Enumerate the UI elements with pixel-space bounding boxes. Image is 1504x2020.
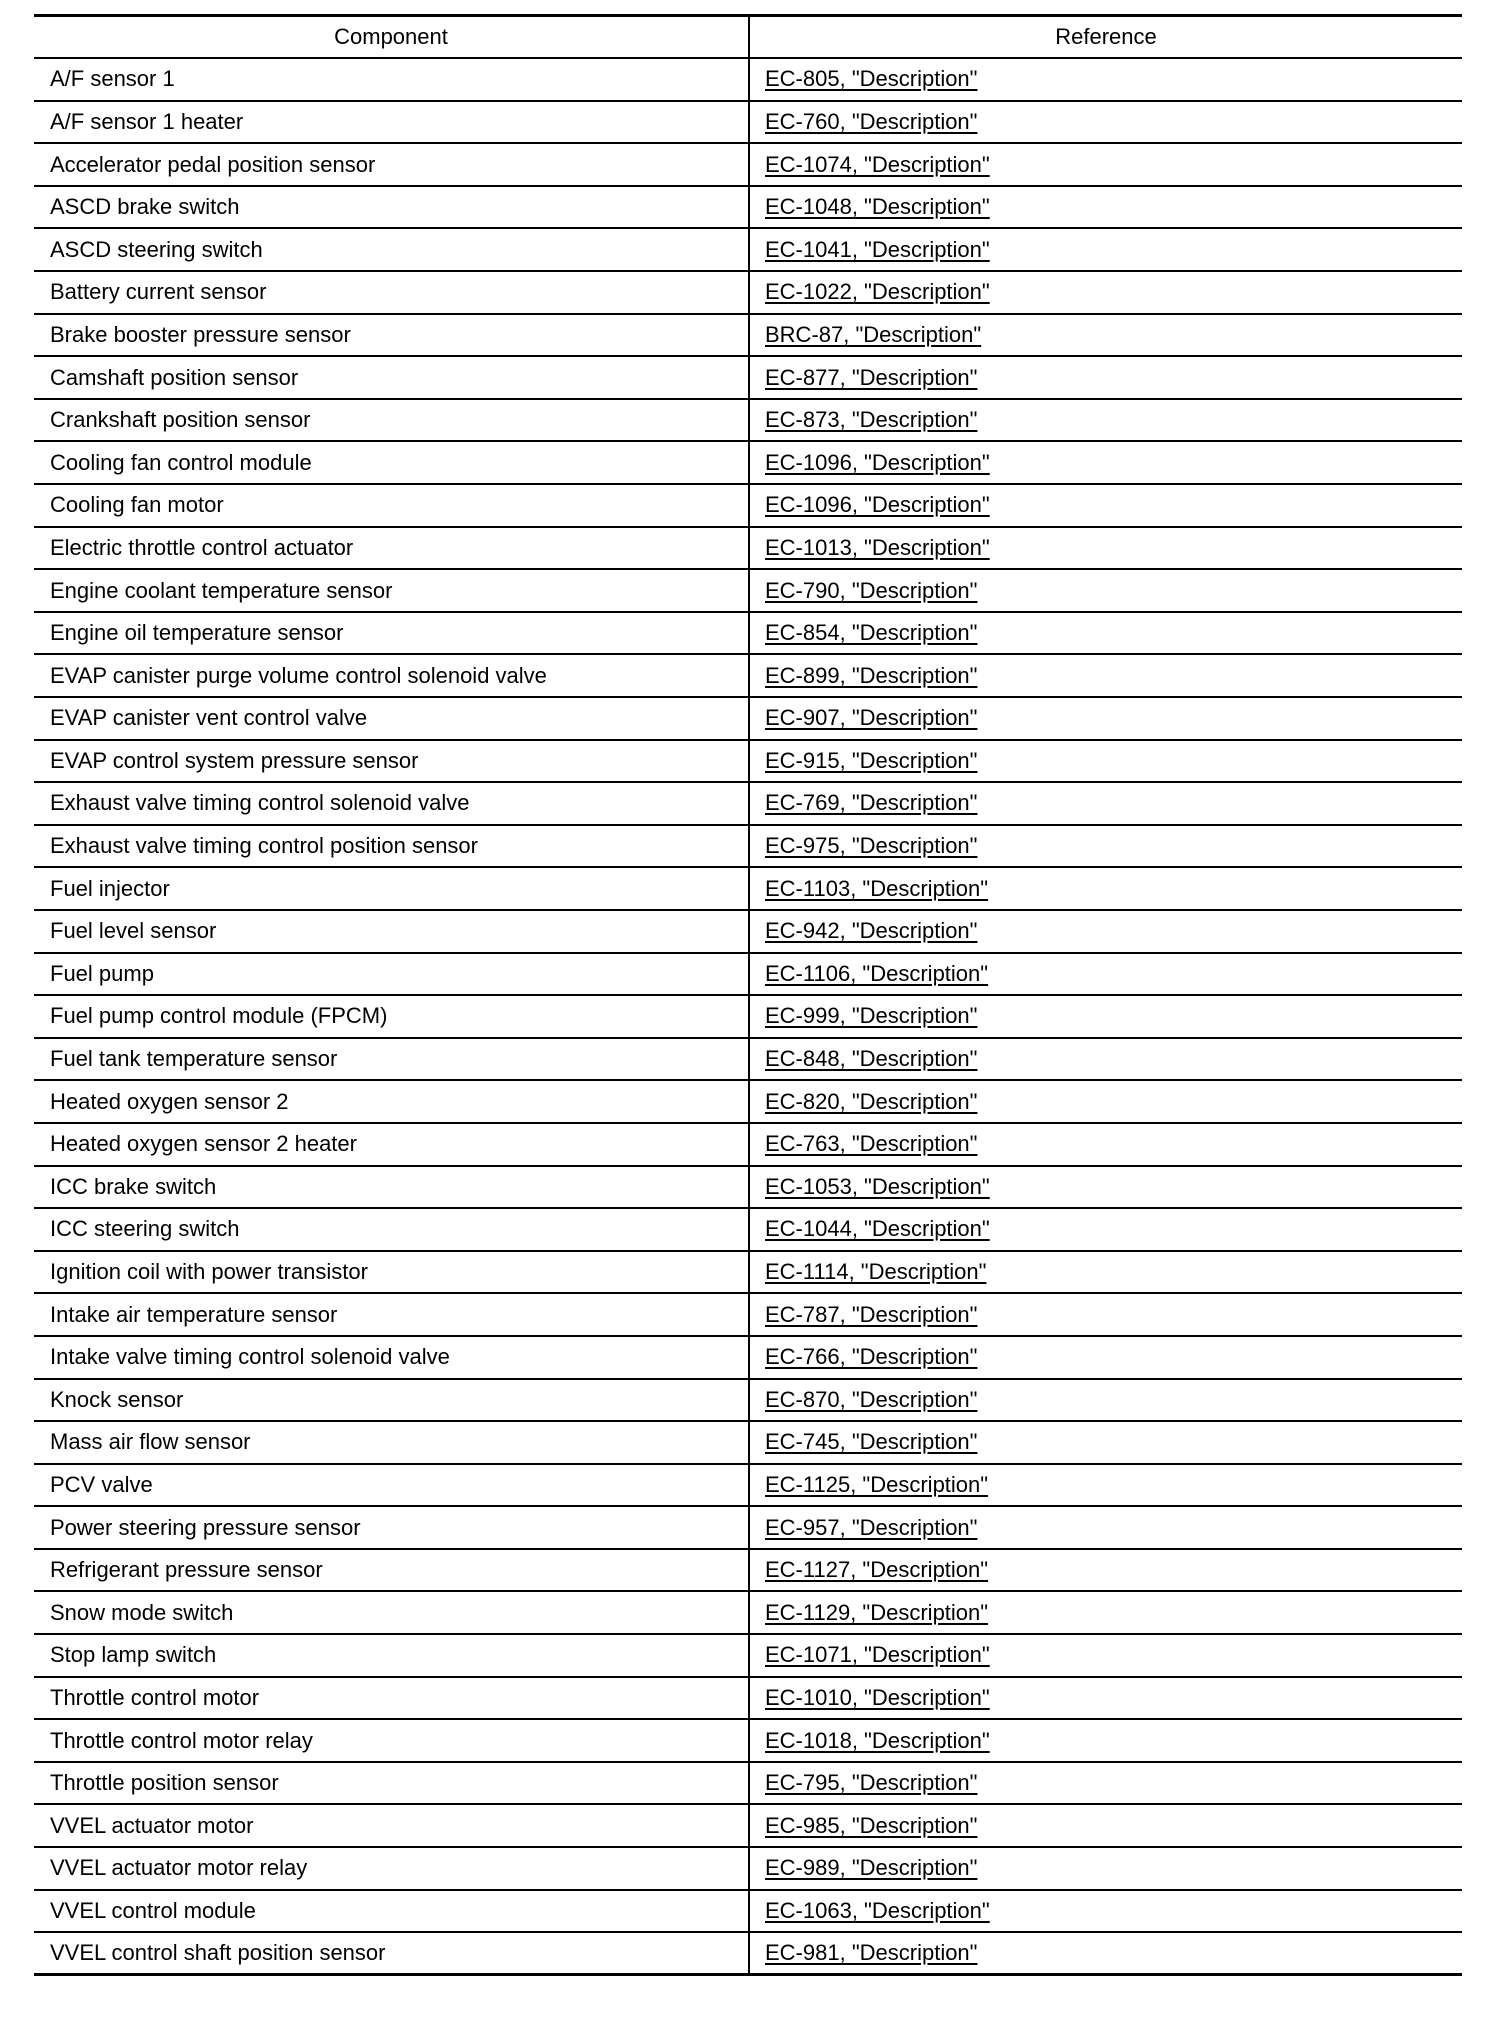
column-header-component: Component [34,16,749,59]
reference-link[interactable]: EC-1063, "Description" [765,1897,990,1923]
component-name-cell: Intake valve timing control solenoid valve [34,1336,749,1379]
reference-link[interactable]: EC-1053, "Description" [765,1173,990,1199]
component-name-cell: ICC brake switch [34,1166,749,1209]
table-row [34,697,1462,740]
table-row [34,825,1462,868]
component-name-cell: Brake booster pressure sensor [34,314,749,357]
reference-link[interactable]: EC-848, "Description" [765,1046,978,1072]
component-name-cell: ICC steering switch [34,1208,749,1251]
component-name-cell: Heated oxygen sensor 2 heater [34,1123,749,1166]
reference-link[interactable]: EC-907, "Description" [765,705,978,731]
reference-link[interactable]: EC-981, "Description" [765,1940,978,1966]
table-row [34,1847,1462,1890]
reference-link[interactable]: EC-1048, "Description" [765,194,990,220]
reference-cell [749,143,1462,186]
component-reference-table [34,14,1462,1976]
component-name-cell: ASCD steering switch [34,228,749,271]
reference-link[interactable]: EC-1114, "Description" [765,1259,987,1285]
reference-cell [749,1847,1462,1890]
reference-cell [749,1464,1462,1507]
component-name-cell: Refrigerant pressure sensor [34,1549,749,1592]
component-name-cell: Intake air temperature sensor [34,1293,749,1336]
reference-cell [749,867,1462,910]
reference-link[interactable]: EC-790, "Description" [765,577,978,603]
reference-cell [749,1208,1462,1251]
reference-link[interactable]: EC-787, "Description" [765,1301,978,1327]
reference-cell [749,101,1462,144]
reference-link[interactable]: EC-1106, "Description" [765,960,989,986]
table-row [34,782,1462,825]
component-name-cell: Engine coolant temperature sensor [34,569,749,612]
component-name-cell: Exhaust valve timing control solenoid valve [34,782,749,825]
table-row [34,186,1462,229]
reference-cell [749,1421,1462,1464]
component-name-cell: Ignition coil with power transistor [34,1251,749,1294]
table-row [34,399,1462,442]
reference-link[interactable]: EC-1018, "Description" [765,1727,990,1753]
component-reference-table-wrapper [34,14,1462,1976]
reference-link[interactable]: EC-1129, "Description" [765,1599,989,1625]
reference-cell [749,1634,1462,1677]
reference-cell [749,1251,1462,1294]
table-row [34,1251,1462,1294]
reference-cell [749,484,1462,527]
reference-link[interactable]: EC-805, "Description" [765,66,978,92]
table-row [34,228,1462,271]
reference-link[interactable]: BRC-87, "Description" [765,321,982,347]
component-name-cell: Throttle position sensor [34,1762,749,1805]
table-row [34,1208,1462,1251]
table-header [34,16,1462,59]
table-row [34,271,1462,314]
component-name-cell: EVAP control system pressure sensor [34,740,749,783]
table-row [34,484,1462,527]
reference-link[interactable]: EC-766, "Description" [765,1344,978,1370]
table-row [34,612,1462,655]
reference-link[interactable]: EC-1010, "Description" [765,1684,990,1710]
reference-cell [749,697,1462,740]
reference-cell [749,1677,1462,1720]
reference-link[interactable]: EC-870, "Description" [765,1386,978,1412]
reference-link[interactable]: EC-1125, "Description" [765,1471,989,1497]
table-row [34,1677,1462,1720]
reference-cell [749,314,1462,357]
reference-link[interactable]: EC-1096, "Description" [765,449,990,475]
table-row [34,143,1462,186]
component-name-cell: A/F sensor 1 heater [34,101,749,144]
table-row [34,1038,1462,1081]
table-row [34,1336,1462,1379]
reference-cell [749,1080,1462,1123]
reference-cell [749,782,1462,825]
reference-cell [749,399,1462,442]
table-row [34,1379,1462,1422]
table-row [34,1166,1462,1209]
reference-link[interactable]: EC-1013, "Description" [765,534,990,560]
reference-cell [749,569,1462,612]
table-row [34,569,1462,612]
reference-cell [749,1804,1462,1847]
table-row [34,58,1462,101]
component-name-cell: EVAP canister vent control valve [34,697,749,740]
table-header-row [34,16,1462,59]
reference-cell [749,654,1462,697]
table-row [34,356,1462,399]
reference-link[interactable]: EC-1074, "Description" [765,151,990,177]
reference-link[interactable]: EC-1022, "Description" [765,279,990,305]
reference-cell [749,1932,1462,1975]
table-row [34,1506,1462,1549]
table-row [34,867,1462,910]
reference-link[interactable]: EC-820, "Description" [765,1088,978,1114]
component-name-cell: Power steering pressure sensor [34,1506,749,1549]
reference-cell [749,1379,1462,1422]
reference-link[interactable]: EC-915, "Description" [765,747,978,773]
reference-cell [749,527,1462,570]
reference-cell [749,1506,1462,1549]
reference-cell [749,1293,1462,1336]
reference-link[interactable]: EC-1044, "Description" [765,1216,990,1242]
reference-link[interactable]: EC-1071, "Description" [765,1642,990,1668]
table-row [34,1293,1462,1336]
component-name-cell: Electric throttle control actuator [34,527,749,570]
component-name-cell: VVEL actuator motor relay [34,1847,749,1890]
reference-cell [749,1719,1462,1762]
table-row [34,1421,1462,1464]
component-name-cell: Fuel tank temperature sensor [34,1038,749,1081]
table-row [34,101,1462,144]
reference-cell [749,58,1462,101]
table-row [34,314,1462,357]
component-name-cell: Engine oil temperature sensor [34,612,749,655]
reference-link[interactable]: EC-942, "Description" [765,918,978,944]
reference-link[interactable]: EC-985, "Description" [765,1812,978,1838]
reference-link[interactable]: EC-957, "Description" [765,1514,978,1540]
reference-link[interactable]: EC-763, "Description" [765,1131,978,1157]
table-row [34,1464,1462,1507]
component-name-cell: Accelerator pedal position sensor [34,143,749,186]
table-row [34,1634,1462,1677]
table-row [34,1762,1462,1805]
reference-cell [749,186,1462,229]
reference-cell [749,1762,1462,1805]
table-row [34,1549,1462,1592]
reference-link[interactable]: EC-873, "Description" [765,407,978,433]
table-row [34,995,1462,1038]
component-name-cell: Exhaust valve timing control position sensor [34,825,749,868]
component-name-cell: Cooling fan motor [34,484,749,527]
table-row [34,1123,1462,1166]
reference-cell [749,1591,1462,1634]
component-name-cell: Fuel injector [34,867,749,910]
table-row [34,654,1462,697]
reference-link[interactable]: EC-854, "Description" [765,620,978,646]
component-name-cell: EVAP canister purge volume control solenoid valve [34,654,749,697]
reference-cell [749,910,1462,953]
reference-link[interactable]: EC-769, "Description" [765,790,978,816]
reference-cell [749,228,1462,271]
component-name-cell: VVEL control module [34,1890,749,1933]
table-row [34,1932,1462,1975]
reference-cell [749,825,1462,868]
table-row [34,527,1462,570]
table-row [34,1719,1462,1762]
table-row [34,1591,1462,1634]
reference-link[interactable]: EC-795, "Description" [765,1770,978,1796]
component-name-cell: Fuel pump control module (FPCM) [34,995,749,1038]
reference-link[interactable]: EC-760, "Description" [765,108,978,134]
component-name-cell: VVEL actuator motor [34,1804,749,1847]
reference-link[interactable]: EC-899, "Description" [765,662,978,688]
component-name-cell: Throttle control motor [34,1677,749,1720]
reference-cell [749,1336,1462,1379]
table-row [34,953,1462,996]
component-name-cell: PCV valve [34,1464,749,1507]
component-name-cell: Fuel pump [34,953,749,996]
table-row [34,740,1462,783]
reference-link[interactable]: EC-989, "Description" [765,1855,978,1881]
component-name-cell: Mass air flow sensor [34,1421,749,1464]
component-name-cell: Battery current sensor [34,271,749,314]
table-row [34,1804,1462,1847]
reference-cell [749,995,1462,1038]
reference-cell [749,1038,1462,1081]
component-name-cell: Camshaft position sensor [34,356,749,399]
component-name-cell: A/F sensor 1 [34,58,749,101]
table-row [34,1890,1462,1933]
reference-cell [749,1123,1462,1166]
reference-cell [749,356,1462,399]
component-name-cell: Cooling fan control module [34,441,749,484]
reference-cell [749,612,1462,655]
component-name-cell: VVEL control shaft position sensor [34,1932,749,1975]
component-name-cell: Crankshaft position sensor [34,399,749,442]
table-body [34,58,1462,1975]
component-name-cell: Knock sensor [34,1379,749,1422]
reference-link[interactable]: EC-1041, "Description" [765,236,990,262]
reference-link[interactable]: EC-1096, "Description" [765,492,990,518]
reference-cell [749,1166,1462,1209]
table-row [34,441,1462,484]
component-name-cell: Heated oxygen sensor 2 [34,1080,749,1123]
reference-cell [749,441,1462,484]
reference-link[interactable]: EC-975, "Description" [765,833,978,859]
table-row [34,1080,1462,1123]
component-name-cell: Stop lamp switch [34,1634,749,1677]
reference-link[interactable]: EC-745, "Description" [765,1429,978,1455]
component-name-cell: Fuel level sensor [34,910,749,953]
reference-link[interactable]: EC-999, "Description" [765,1003,978,1029]
reference-cell [749,953,1462,996]
reference-cell [749,740,1462,783]
reference-link[interactable]: EC-1127, "Description" [765,1557,989,1583]
reference-link[interactable]: EC-877, "Description" [765,364,978,390]
component-name-cell: Snow mode switch [34,1591,749,1634]
reference-link[interactable]: EC-1103, "Description" [765,875,989,901]
column-header-reference: Reference [749,16,1462,59]
component-name-cell: Throttle control motor relay [34,1719,749,1762]
reference-cell [749,271,1462,314]
table-row [34,910,1462,953]
component-name-cell: ASCD brake switch [34,186,749,229]
reference-cell [749,1549,1462,1592]
reference-cell [749,1890,1462,1933]
